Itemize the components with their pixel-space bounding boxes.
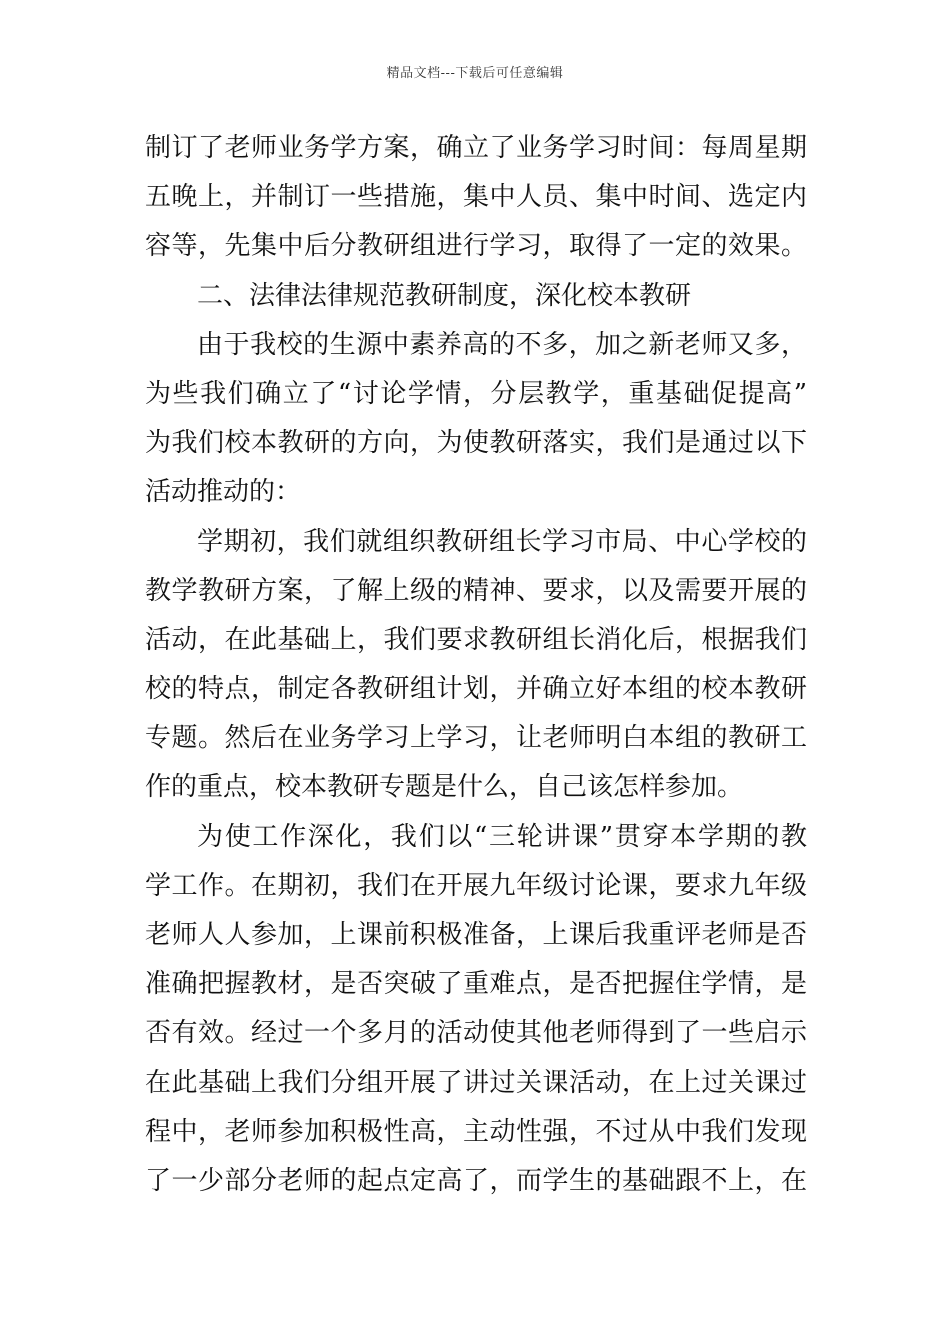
text-line: 制订了老师业务学方案，确立了业务学习时间：每周星期 xyxy=(145,133,807,163)
text-line: 活动推动的： xyxy=(145,477,302,508)
text-line: 容等，先集中后分教研组进行学习，取得了一定的效果。 xyxy=(145,231,807,262)
text-line: 活动，在此基础上，我们要求教研组长消化后，根据我们 xyxy=(145,624,807,655)
document-body xyxy=(145,124,807,1206)
text-line: 准确把握教材，是否突破了重难点，是否把握住学情，是 xyxy=(145,969,807,1000)
text-line: 为我们校本教研的方向，为使教研落实，我们是通过以下 xyxy=(145,428,807,459)
text-line: 五晚上，并制订一些措施，集中人员、集中时间、选定内 xyxy=(145,182,807,213)
paragraph-first-line: 学期初，我们就组织教研组长学习市局、中心学校的 xyxy=(197,526,807,557)
text-line: 老师人人参加，上课前积极准备，上课后我重评老师是否 xyxy=(145,920,807,950)
page-header: 精品文档---下载后可任意编辑 xyxy=(386,66,564,81)
text-line: 为些我们确立了“讨论学情，分层教学，重基础促提高” xyxy=(145,378,807,409)
text-line: 否有效。经过一个多月的活动使其他老师得到了一些启示 xyxy=(145,1018,807,1049)
paragraph-first-line: 为使工作深化，我们以“三轮讲课”贯穿本学期的教 xyxy=(197,821,807,852)
text-line: 教学教研方案，了解上级的精神、要求，以及需要开展的 xyxy=(145,575,807,606)
text-line: 程中，老师参加积极性高，主动性强，不过从中我们发现 xyxy=(145,1116,807,1147)
text-line: 专题。然后在业务学习上学习，让老师明白本组的教研工 xyxy=(145,723,807,754)
text-line: 了一少部分老师的起点定高了，而学生的基础跟不上，在 xyxy=(145,1165,807,1196)
text-line: 在此基础上我们分组开展了讲过关课活动，在上过关课过 xyxy=(145,1067,807,1098)
paragraph-first-line: 由于我校的生源中素养高的不多，加之新老师又多， xyxy=(197,329,807,360)
text-line: 学工作。在期初，我们在开展九年级讨论课，要求九年级 xyxy=(145,870,807,901)
section-heading: 二、法律法律规范教研制度，深化校本教研 xyxy=(197,280,692,311)
text-line: 校的特点，制定各教研组计划，并确立好本组的校本教研 xyxy=(145,674,807,705)
text-line: 作的重点，校本教研专题是什么，自己该怎样参加。 xyxy=(145,772,744,803)
